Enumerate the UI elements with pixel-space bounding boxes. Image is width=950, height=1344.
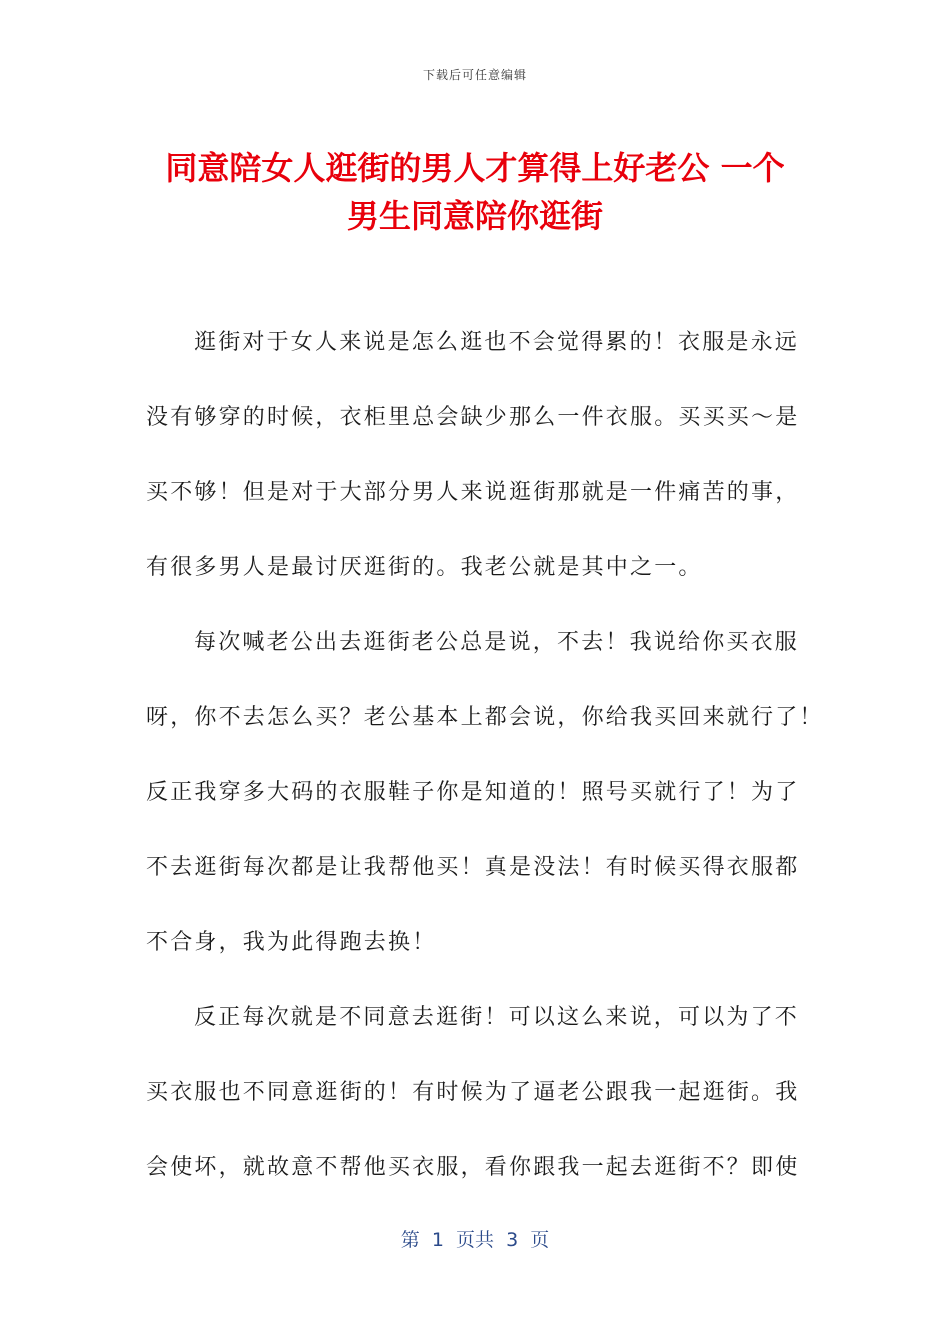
document-body xyxy=(146,318,824,1218)
paragraph-2-line-4: 不去逛街每次都是让我帮他买！真是没法！有时候买得衣服都 xyxy=(146,855,800,880)
title-line-2: 男生同意陪你逛街 xyxy=(346,197,603,235)
paragraph-1-line-1: 逛街对于女人来说是怎么逛也不会觉得累的！衣服是永远 xyxy=(194,330,800,355)
paragraph-1-line-3: 买不够！但是对于大部分男人来说逛街那就是一件痛苦的事， xyxy=(146,480,800,505)
document-title xyxy=(100,144,850,240)
paragraph-2-line-1: 每次喊老公出去逛街老公总是说，不去！我说给你买衣服 xyxy=(194,630,800,655)
paragraph-2-line-3: 反正我穿多大码的衣服鞋子你是知道的！照号买就行了！为了 xyxy=(146,780,800,805)
paragraph-2-line-5: 不合身，我为此得跑去换！ xyxy=(146,930,437,955)
paragraph-3-line-3: 会使坏，就故意不帮他买衣服，看你跟我一起去逛街不？即使 xyxy=(146,1155,800,1180)
paragraph-2-line-2: 呀，你不去怎么买？老公基本上都会说，你给我买回来就行了！ xyxy=(146,705,824,730)
page-number-footer: 第 1 页共 3 页 xyxy=(400,1229,550,1251)
paragraph-3-line-1: 反正每次就是不同意去逛街！可以这么来说，可以为了不 xyxy=(194,1005,800,1030)
paragraph-3-line-2: 买衣服也不同意逛街的！有时候为了逼老公跟我一起逛街。我 xyxy=(146,1080,800,1105)
header-note: 下载后可任意编辑 xyxy=(422,68,527,82)
paragraph-1-line-4: 有很多男人是最讨厌逛街的。我老公就是其中之一。 xyxy=(146,555,703,580)
paragraph-1-line-2: 没有够穿的时候，衣柜里总会缺少那么一件衣服。买买买～是 xyxy=(146,405,800,430)
title-line-1: 同意陪女人逛街的男人才算得上好老公 一个 xyxy=(165,149,785,187)
